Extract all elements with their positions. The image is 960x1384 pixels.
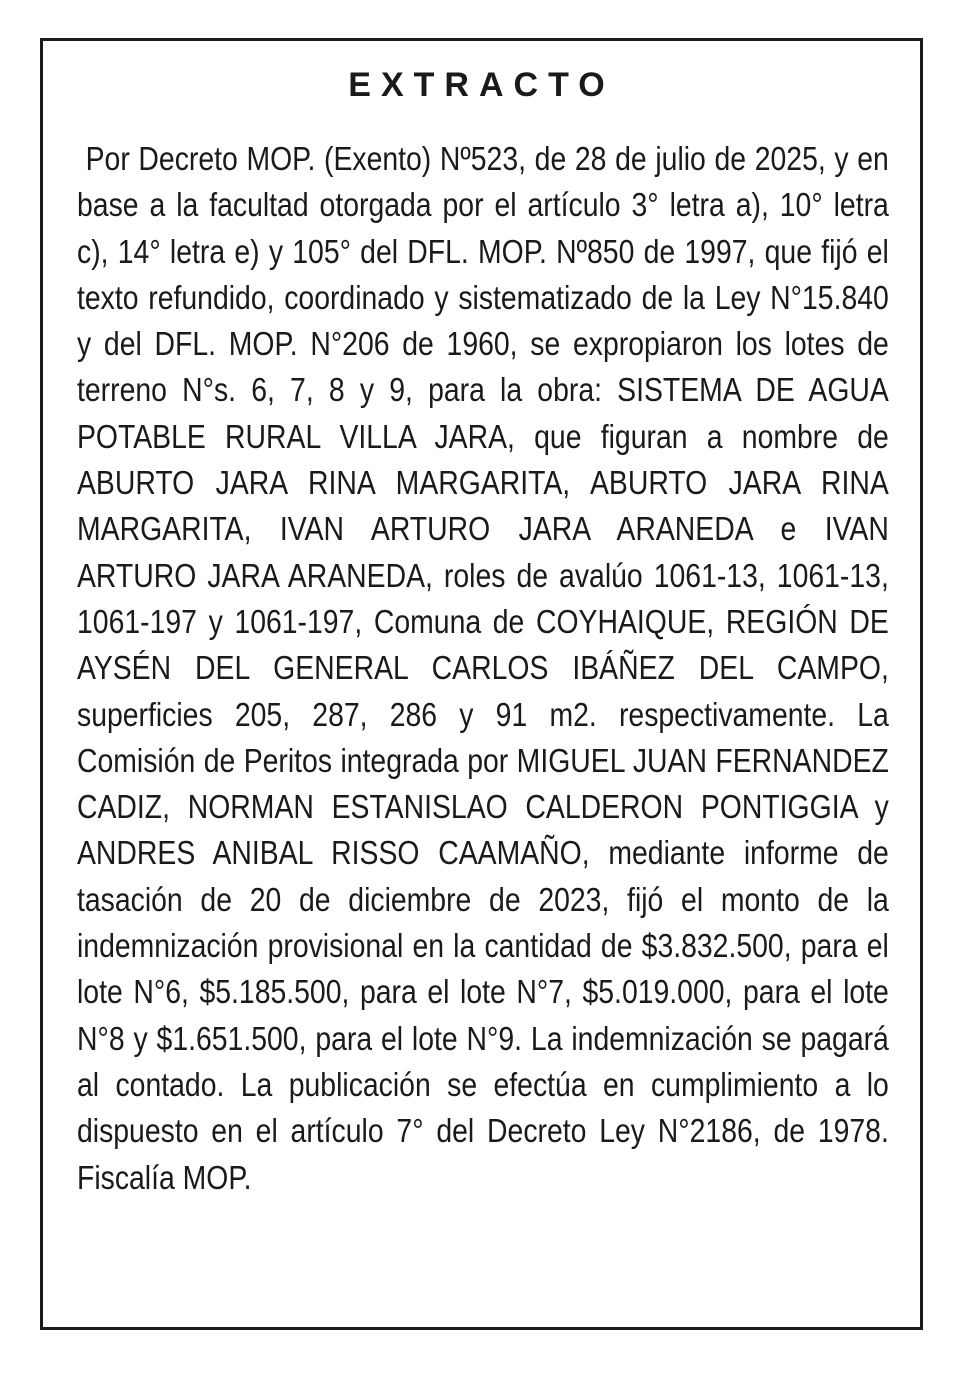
legal-notice-box (40, 38, 923, 1330)
notice-title: EXTRACTO (348, 66, 615, 104)
notice-body-text: Por Decreto MOP. (Exento) Nº523, de 28 de julio de 2025, y en base a la facultad otorgada por el artículo 3° letra a), 10° letra c), 14° letra e) y 105° del DFL. MOP. Nº850 de 1997, que fijó el texto refundido, coordinado y sistematizado de la Ley N°15.840 y del DFL. MOP. N°206 de 1960, se expropiaron los lotes de terreno N°s. 6, 7, 8 y 9, para la obra: SISTEMA DE AGUA POTABLE RURAL VILLA JARA, que figuran a nombre de ABURTO JARA RINA MARGARITA, ABURTO JARA RINA MARGARITA, IVAN ARTURO JARA ARANEDA e IVAN ARTURO JARA ARANEDA, roles de avalúo 1061-13, 1061-13, 1061-197 y 1061-197, Comuna de COYHAIQUE, REGIÓN DE AYSÉN DEL GENERAL CARLOS IBÁÑEZ DEL CAMPO, superficies 205, 287, 286 y 91 m2. respectivamente. La Comisión de Peritos integrada por MIGUEL JUAN FERNANDEZ CADIZ, NORMAN ESTANISLAO CALDERON PONTIGGIA y ANDRES ANIBAL RISSO CAAMAÑO, mediante informe de tasación de 20 de diciembre de 2023, fijó el monto de la indemnización provisional en la cantidad de $3.832.500, para el lote N°6, $5.185.500, para el lote N°7, $5.019.000, para el lote N°8 y $1.651.500, para el lote N°9. La indemnización se pagará al contado. La publicación se efectúa en cumplimiento a lo dispuesto en el artículo 7° del Decreto Ley N°2186, de 1978. Fiscalía MOP. (77, 140, 889, 1196)
